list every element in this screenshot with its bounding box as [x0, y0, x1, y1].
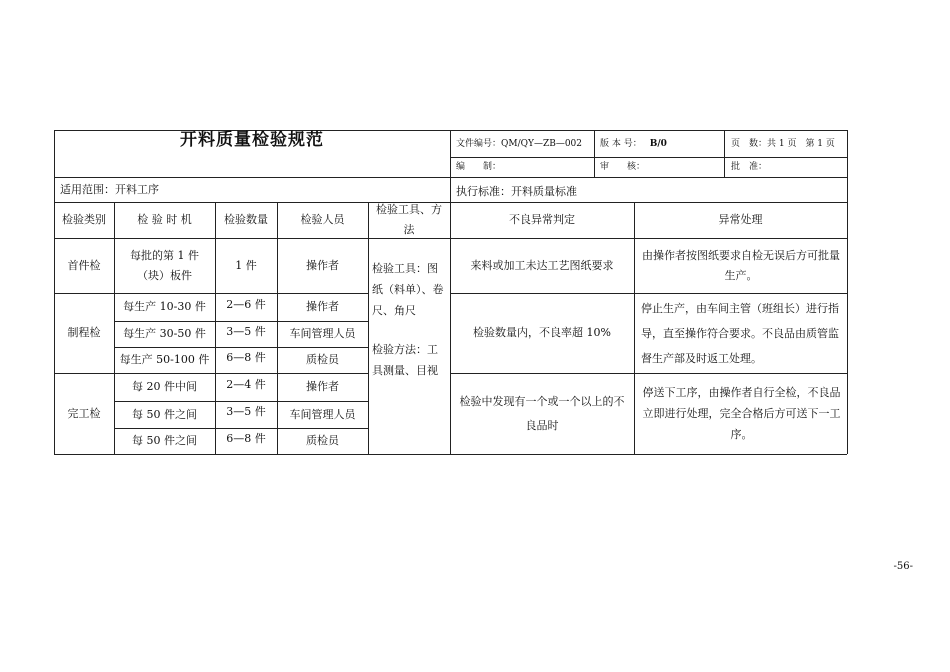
process-handling: 停止生产，由车间主管（班组长）进行指导，直至操作符合要求。不良品由质管监督生产部及时返工处理。	[641, 301, 839, 365]
process-timing-3: 每生产 50-100 件	[119, 353, 210, 366]
final-qty-1: 2—4 件	[226, 378, 266, 391]
final-qty-3: 6—8 件	[226, 432, 266, 445]
header-quantity: 检验数量	[224, 213, 268, 226]
editor-field: 编 制：	[456, 162, 502, 172]
process-staff-3: 质检员	[306, 353, 339, 366]
header-timing: 检 验 时 机	[137, 213, 192, 226]
page-number: -56-	[893, 561, 913, 572]
header-category: 检验类别	[62, 213, 106, 226]
page-count: 页 数：共 1 页 第 1 页	[731, 138, 835, 149]
final-handling: 停送下工序，由操作者自行全检，不良品立即进行处理，完全合格后方可送下一工序。	[642, 386, 841, 441]
final-timing-2: 每 50 件之间	[132, 407, 197, 421]
process-timing-1: 每生产 10-30 件	[123, 300, 206, 313]
final-judgement: 检验中发现有一个或一个以上的不良品时	[459, 394, 625, 432]
process-qty-3: 6—8 件	[226, 351, 266, 364]
tools-text: 检验工具：图纸（料单）、卷尺、角尺	[372, 262, 444, 317]
version-label: 版 本 号：	[600, 138, 642, 149]
method-text: 检验方法：工具测量、目视	[372, 343, 438, 377]
standard-text: 执行标准：开料质量标准	[456, 184, 577, 198]
final-staff-2: 车间管理人员	[289, 407, 356, 421]
approver-field: 批 准：	[731, 162, 768, 172]
process-qty-1: 2—6 件	[226, 298, 266, 311]
category-process: 制程检	[67, 326, 101, 339]
document-title: 开料质量检验规范	[180, 130, 324, 150]
process-staff-1: 操作者	[306, 300, 339, 313]
header-tools-method: 检验工具、方法	[376, 203, 442, 236]
final-timing-3: 每 50 件之间	[132, 434, 197, 447]
header-staff: 检验人员	[300, 213, 345, 226]
category-first-piece: 首件检	[67, 258, 101, 272]
scope-text: 适用范围：开料工序	[60, 182, 159, 196]
process-judgement: 检验数量内，不良率超 10%	[473, 326, 611, 339]
process-qty-2: 3—5 件	[226, 325, 266, 338]
final-staff-1: 操作者	[306, 380, 339, 393]
process-staff-2: 车间管理人员	[289, 327, 356, 340]
first-judgement: 来料或加工未达工艺图纸要求	[470, 258, 614, 272]
header-judgement: 不良异常判定	[509, 213, 575, 226]
final-staff-3: 质检员	[306, 434, 339, 447]
header-handling: 异常处理	[718, 213, 763, 226]
process-timing-2: 每生产 30-50 件	[123, 327, 206, 340]
first-quantity: 1 件	[235, 258, 257, 272]
category-final: 完工检	[67, 406, 101, 420]
final-qty-2: 3—5 件	[226, 405, 266, 418]
file-number: 文件编号：QM/QY—ZB—002	[456, 138, 582, 149]
final-timing-1: 每 20 件中间	[132, 380, 197, 393]
first-staff: 操作者	[306, 258, 339, 272]
first-handling: 由操作者按图纸要求自检无误后方可批量生产。	[642, 248, 840, 282]
reviewer-field: 审 核：	[600, 162, 646, 172]
tools-method-cell	[372, 258, 448, 381]
version-value: B/0	[649, 138, 667, 149]
first-timing: 每批的第 1 件（块）板件	[130, 248, 199, 282]
version-field	[600, 130, 722, 157]
